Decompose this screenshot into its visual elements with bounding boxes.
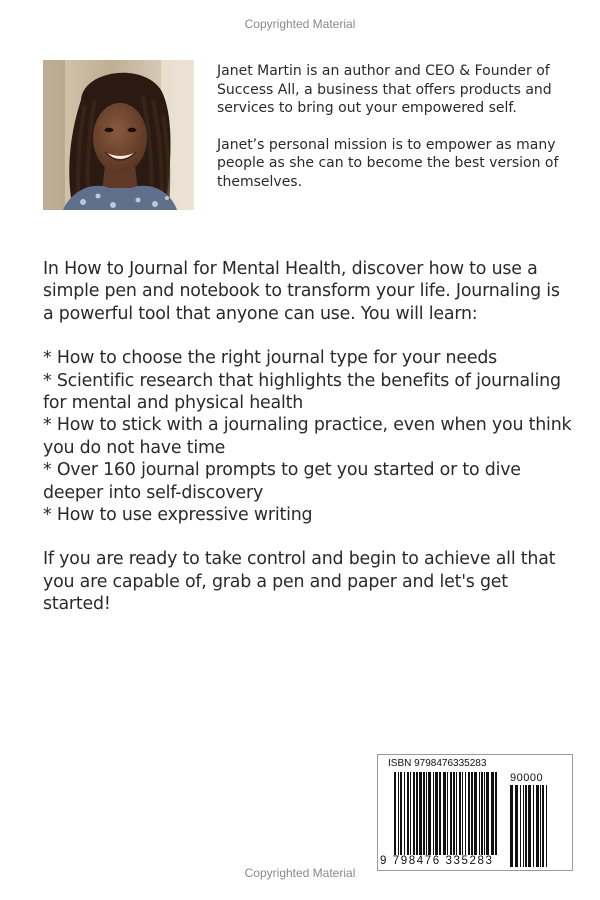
barcode-bar [407,772,409,855]
barcode-bar [533,785,534,867]
barcode-bar [462,772,463,855]
barcode-bar [525,785,527,867]
barcode-bar [416,772,418,855]
barcode-bar [453,772,455,855]
barcode-bar [419,772,422,855]
barcode-bar [423,772,425,855]
barcode-bar [481,772,483,855]
learning-point: * How to stick with a journaling practice, even when you think you do not have time [43,415,572,458]
barcode-bar [459,772,461,855]
barcode-bar [474,772,477,855]
barcode-bar [528,785,531,867]
barcode-bar [520,785,521,867]
barcode-bar [428,772,431,855]
author-bio-paragraph-2: Janet’s personal mission is to empower as many people as she can to become the best version of themselves. [217,136,559,190]
author-bio [217,62,577,191]
isbn-barcode [377,754,573,871]
barcode-bar [394,772,396,855]
learning-point: * Scientific research that highlights the benefits of journaling for mental and physical health [43,370,561,414]
barcode-bar [404,772,405,855]
isbn-label: ISBN 9798476335283 [388,758,487,769]
barcode-bar [468,772,470,855]
author-portrait-image [43,60,194,210]
price-addon-bars [510,785,547,867]
barcode-bar [435,772,438,855]
barcode-bar [523,785,524,867]
barcode-bar [410,772,411,855]
barcode-bar [456,772,457,855]
barcode-bar [471,772,473,855]
barcode-bar [542,785,544,867]
barcode-bar [450,772,452,855]
barcode-bar [413,772,415,855]
learning-point: * How to choose the right journal type for your needs [43,348,498,369]
barcode-bar [439,772,441,855]
barcode-bar [479,772,480,855]
barcode-bar [400,772,402,855]
learning-points-list [43,347,573,526]
barcode-bar [465,772,466,855]
author-bio-paragraph-1: Janet Martin is an author and CEO & Founder of Success All, a business that offers products and services to bring out your empowered self. [217,63,552,116]
barcode-bar [447,772,448,855]
price-code: 90000 [510,772,544,784]
barcode-bar [398,772,399,855]
copyright-watermark-bottom: Copyrighted Material [244,866,356,880]
learning-point: * Over 160 journal prompts to get you started or to dive deeper into self-discovery [43,460,521,503]
description-intro: In How to Journal for Mental Health, discover how to use a simple pen and notebook to transform your life. Journaling is a powerful tool that anyone can use. You will learn: [43,259,560,324]
ean-bars [394,772,497,855]
barcode-bar [443,772,446,855]
copyright-watermark-top: Copyrighted Material [244,17,356,31]
barcode-bar [515,785,518,867]
barcode-bar [484,772,485,855]
isbn-digits: 9 798476 335283 [380,855,494,867]
description-closing: If you are ready to take control and begin to achieve all that you are capable of, grab a pen and paper and let's get started! [43,549,556,615]
barcode-bar [510,785,513,867]
author-photo [43,60,194,210]
barcode-bar [426,772,427,855]
barcode-bar [540,785,541,867]
barcode-bar [486,772,489,855]
learning-point: * How to use expressive writing [43,505,313,526]
barcode-bar [491,772,494,855]
barcode-bar [433,772,434,855]
barcode-bar [546,785,547,867]
book-description [43,258,573,616]
barcode-bar [536,785,539,867]
barcode-bar [495,772,497,855]
